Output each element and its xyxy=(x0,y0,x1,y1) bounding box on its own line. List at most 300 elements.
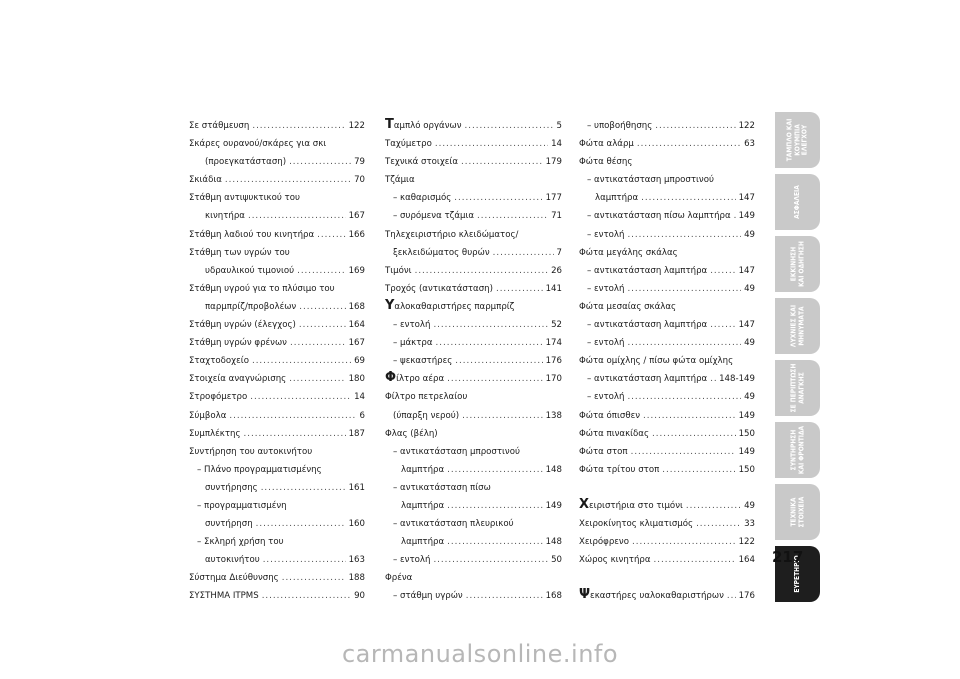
page-ref: 170 xyxy=(545,374,562,385)
entry-text: συντήρηση xyxy=(205,519,253,530)
page-ref: 49 xyxy=(744,283,755,294)
entry-text: Συμπλέκτης xyxy=(189,428,241,439)
index-entry xyxy=(385,298,562,316)
entry-text: – αντικατάσταση λαμπτήρα xyxy=(587,320,708,331)
index-entry xyxy=(579,226,755,244)
entry-text: Στάθμη υγρού για το πλύσιμο του xyxy=(189,283,335,294)
entry-text: Στάθμη λαδιού του κινητήρα xyxy=(189,229,315,240)
page-ref: 49 xyxy=(744,392,755,403)
index-entry xyxy=(385,352,562,370)
section-tab-label: ΤΕΧΝΙΚΑ ΣΤΟΙΧΕΙΑ xyxy=(788,496,805,528)
entry-text: υδραυλικού τιμονιού xyxy=(205,265,295,276)
leader-dots xyxy=(627,388,741,406)
leader-dots xyxy=(461,153,543,171)
leader-dots xyxy=(627,226,741,244)
entry-text: Φώτα όπισθεν xyxy=(579,410,641,421)
leader-dots xyxy=(493,244,554,262)
index-entry xyxy=(189,569,365,587)
section-tab-label: ΛΥΧΝΙΕΣ ΚΑΙ ΜΗΝΥΜΑΤΑ xyxy=(788,304,805,348)
leader-dots xyxy=(710,316,735,334)
entry-text: αυτοκινήτου xyxy=(205,555,260,566)
entry-text: κινητήρα xyxy=(205,211,245,222)
index-entry xyxy=(385,135,562,153)
index-entry xyxy=(385,587,562,605)
entry-text: Φώτα μεσαίας σκάλας xyxy=(579,301,677,312)
entry-text: Ταμπλό οργάνων xyxy=(385,117,462,132)
index-entry xyxy=(579,334,755,352)
index-entry xyxy=(189,461,365,479)
leader-dots xyxy=(252,352,351,370)
entry-text: Χειριστήρια στο τιμόνι xyxy=(579,496,683,512)
leader-dots xyxy=(433,551,548,569)
index-entry xyxy=(579,352,755,370)
page-ref: 147 xyxy=(738,193,755,204)
index-entry xyxy=(579,370,755,388)
entry-text: Συντήρηση του αυτοκινήτου xyxy=(189,446,313,457)
entry-text: Σύστημα Διεύθυνσης xyxy=(189,573,279,584)
leader-dots xyxy=(734,207,736,225)
entry-text: λαμπτήρα xyxy=(595,193,639,204)
leader-dots xyxy=(248,207,346,225)
entry-text: λαμπτήρα xyxy=(401,537,445,548)
leader-dots xyxy=(641,189,735,207)
entry-text: – εντολή xyxy=(393,555,431,566)
index-entry xyxy=(579,407,755,425)
section-tab-label: ΣΕ ΠΕΡΙΠΤΩΣΗ ΑΝΑΓΚΗΣ xyxy=(788,363,805,413)
index-entry xyxy=(189,370,365,388)
index-entry xyxy=(579,135,755,153)
page-ref: 147 xyxy=(738,320,755,331)
entry-text: λαμπτήρα xyxy=(401,464,445,475)
page-ref: 166 xyxy=(348,229,365,240)
entry-text: – προγραμματισμένη xyxy=(197,500,287,511)
leader-dots xyxy=(710,262,735,280)
index-entry xyxy=(385,280,562,298)
index-entry xyxy=(385,207,562,225)
index-entry xyxy=(385,153,562,171)
section-tab[interactable] xyxy=(775,112,820,168)
entry-text: – εντολή xyxy=(587,229,625,240)
entry-text: – αντικατάσταση μπροστινού xyxy=(587,175,714,186)
section-tab[interactable] xyxy=(775,360,820,416)
entry-text: – στάθμη υγρών xyxy=(393,591,463,602)
page-ref: 150 xyxy=(738,428,755,439)
index-entry xyxy=(189,479,365,497)
index-entry xyxy=(385,533,562,551)
entry-text: Ταχύμετρο xyxy=(385,139,432,150)
page-ref: 150 xyxy=(738,464,755,475)
page-ref: 5 xyxy=(556,121,562,131)
leader-dots xyxy=(632,533,736,551)
page-ref: 149 xyxy=(738,410,755,421)
section-tab-label: ΣΥΝΤΗΡΗΣΗ ΚΑΙ ΦΡΟΝΤΙΔΑ xyxy=(788,425,805,475)
index-entry xyxy=(579,497,755,515)
index-entry xyxy=(579,551,755,569)
entry-text: Στροφόμετρο xyxy=(189,392,248,403)
leader-dots xyxy=(299,298,345,316)
index-entry xyxy=(385,569,562,587)
page-ref: 168 xyxy=(545,591,562,602)
index-entry xyxy=(579,461,755,479)
page-ref: 70 xyxy=(354,175,365,186)
entry-text: Φώτα στοπ xyxy=(579,446,628,457)
entry-text: Φώτα τρίτου στοπ xyxy=(579,464,660,475)
page-ref: 174 xyxy=(545,338,562,349)
entry-text: ΣΥΣΤΗΜΑ ITPMS xyxy=(189,591,259,602)
page-ref: 71 xyxy=(551,211,562,222)
index-entry xyxy=(189,587,365,605)
page-ref: 7 xyxy=(556,247,562,258)
entry-text: – εντολή xyxy=(587,392,625,403)
index-entry xyxy=(189,443,365,461)
leader-dots xyxy=(289,153,351,171)
index-entry xyxy=(579,479,755,497)
section-initial: Φ xyxy=(385,370,397,386)
page-ref: 33 xyxy=(744,519,755,530)
leader-dots xyxy=(289,370,345,388)
entry-text: Τιμόνι xyxy=(385,265,412,276)
index-entry xyxy=(579,298,755,316)
index-entry xyxy=(385,515,562,533)
leader-dots xyxy=(637,135,741,153)
index-column-2 xyxy=(385,117,562,606)
entry-text: Φίλτρο αέρα xyxy=(385,370,445,386)
entry-text: Σταχτοδοχείο xyxy=(189,356,249,367)
index-entry xyxy=(189,515,365,533)
leader-dots xyxy=(436,334,543,352)
index-entry xyxy=(189,497,365,515)
leader-dots xyxy=(447,461,542,479)
index-entry xyxy=(189,207,365,225)
leader-dots xyxy=(256,515,346,533)
leader-dots xyxy=(454,189,542,207)
entry-text: – αντικατάσταση πίσω xyxy=(393,482,491,493)
leader-dots xyxy=(466,587,543,605)
entry-text: Φλας (βέλη) xyxy=(385,428,438,439)
page-ref: 50 xyxy=(551,555,562,566)
section-tab-label: ΑΣΦΑΛΕΙΑ xyxy=(792,185,801,219)
page-ref: 176 xyxy=(545,356,562,367)
section-initial: Ψ xyxy=(579,587,591,603)
page-ref: 49 xyxy=(744,338,755,349)
index-entry xyxy=(189,298,365,316)
index-entry xyxy=(579,153,755,171)
index-entry xyxy=(385,497,562,515)
index-entry xyxy=(385,226,562,244)
index-entry xyxy=(189,135,365,153)
leader-dots xyxy=(447,370,542,388)
page-ref: 141 xyxy=(545,283,562,294)
index-entry xyxy=(385,334,562,352)
section-tab[interactable] xyxy=(775,422,820,478)
index-entry xyxy=(385,425,562,443)
index-entry xyxy=(579,244,755,262)
index-entry xyxy=(579,262,755,280)
entry-text: Φώτα ομίχλης / πίσω φώτα ομίχλης xyxy=(579,356,734,367)
index-entry xyxy=(385,479,562,497)
section-tabs xyxy=(775,112,820,608)
section-tab-label: ΤΑΜΠΛΟ ΚΑΙ ΚΟΥΜΠΙΑ ΕΛΕΓΧΟΥ xyxy=(785,118,809,162)
entry-text: Χειροκίνητος κλιματισμός xyxy=(579,519,694,530)
entry-text: Ψεκαστήρες υαλοκαθαριστήρων xyxy=(579,587,724,603)
section-tab-label: ΕΚΚΙΝΗΣΗ ΚΑΙ ΟΔΗΓΗΣΗ xyxy=(788,241,805,287)
page-ref: 163 xyxy=(348,555,365,566)
index-entry xyxy=(579,316,755,334)
page-ref: 148-149 xyxy=(719,374,755,385)
entry-text: – εντολή xyxy=(587,338,625,349)
page-ref: 52 xyxy=(551,320,562,331)
index-column-3 xyxy=(579,117,755,606)
page-ref: 167 xyxy=(348,211,365,222)
index-entry xyxy=(385,262,562,280)
page-ref: 179 xyxy=(545,157,562,168)
page-ref: 69 xyxy=(354,356,365,367)
index-column-1 xyxy=(189,117,365,606)
entry-text: λαμπτήρα xyxy=(401,500,445,511)
index-entry xyxy=(189,244,365,262)
index-entry xyxy=(189,533,365,551)
page-ref: 147 xyxy=(738,265,755,276)
leader-dots xyxy=(696,515,741,533)
entry-text: Τροχός (αντικατάσταση) xyxy=(385,283,493,294)
page-ref: 169 xyxy=(348,265,365,276)
entry-text: Χώρος κινητήρα xyxy=(579,555,651,566)
index-entry xyxy=(579,189,755,207)
entry-text: (προεγκατάσταση) xyxy=(205,157,287,168)
entry-text: Χειρόφρενο xyxy=(579,537,629,548)
index-entry xyxy=(189,316,365,334)
entry-text: – υποβοήθησης xyxy=(587,121,653,131)
index-entry xyxy=(385,407,562,425)
index-entry xyxy=(189,262,365,280)
page-ref: 49 xyxy=(744,229,755,240)
entry-text: – εντολή xyxy=(393,320,431,331)
index-entry xyxy=(189,425,365,443)
leader-dots xyxy=(252,117,345,135)
index-entry xyxy=(579,425,755,443)
page-ref: 6 xyxy=(359,410,365,421)
index-entry xyxy=(385,388,562,406)
index-entry xyxy=(579,171,755,189)
leader-dots xyxy=(477,207,548,225)
index-entry xyxy=(579,207,755,225)
leader-dots xyxy=(496,280,543,298)
entry-text: – αντικατάσταση πλευρικού xyxy=(393,519,514,530)
section-tab[interactable] xyxy=(775,298,820,354)
leader-dots xyxy=(447,497,542,515)
leader-dots xyxy=(686,497,741,515)
leader-dots xyxy=(465,117,554,135)
page-ref: 122 xyxy=(348,121,365,131)
entry-text: ξεκλειδώματος θυρών xyxy=(393,247,490,258)
index-entry xyxy=(385,244,562,262)
entry-text: – ψεκαστήρες xyxy=(393,356,453,367)
page-ref: 149 xyxy=(738,211,755,222)
leader-dots xyxy=(662,461,735,479)
page-ref: 161 xyxy=(348,482,365,493)
entry-text: Φώτα αλάρμ xyxy=(579,139,634,150)
entry-text: συντήρησης xyxy=(205,482,258,493)
page-ref: 149 xyxy=(738,446,755,457)
index-entry xyxy=(385,551,562,569)
entry-text: Υαλοκαθαριστήρες παρμπρίζ xyxy=(385,297,515,313)
entry-text: – εντολή xyxy=(587,283,625,294)
entry-text: Στάθμη υγρών φρένων xyxy=(189,338,287,349)
leader-dots xyxy=(433,316,548,334)
index-entry xyxy=(189,551,365,569)
index-entry xyxy=(385,316,562,334)
index-entry xyxy=(579,117,755,135)
page-ref: 90 xyxy=(354,591,365,602)
page-ref: 122 xyxy=(738,537,755,548)
page-ref: 138 xyxy=(545,410,562,421)
page-ref: 122 xyxy=(738,121,755,131)
entry-text: – Σκληρή χρήση του xyxy=(197,537,284,548)
index-entry xyxy=(579,587,755,605)
entry-text: Σε στάθμευση xyxy=(189,121,250,131)
entry-text: Σύμβολα xyxy=(189,410,227,421)
entry-text: – συρόμενα τζάμια xyxy=(393,211,475,222)
page-ref: 63 xyxy=(744,139,755,150)
page-ref: 148 xyxy=(545,537,562,548)
page-number: 217 xyxy=(772,548,804,566)
section-tab[interactable] xyxy=(775,236,820,292)
leader-dots xyxy=(415,262,548,280)
index-entry xyxy=(385,370,562,388)
leader-dots xyxy=(250,388,351,406)
index-entry xyxy=(385,189,562,207)
leader-dots xyxy=(462,407,543,425)
entry-text: – αντικατάσταση πίσω λαμπτήρα xyxy=(587,211,731,222)
entry-text: Φίλτρο πετρελαίου xyxy=(385,392,468,403)
entry-text: Φώτα θέσης xyxy=(579,157,633,168)
section-tab[interactable] xyxy=(775,174,820,230)
entry-text: – καθαρισμός xyxy=(393,193,452,204)
index-entry xyxy=(189,334,365,352)
page-ref: 180 xyxy=(348,374,365,385)
entry-text: Στάθμη αντιψυκτικού του xyxy=(189,193,300,204)
entry-text: (ύπαρξη νερού) xyxy=(393,410,460,421)
page-ref: 149 xyxy=(545,500,562,511)
entry-text: – αντικατάσταση λαμπτήρα xyxy=(587,374,708,385)
entry-text: Στάθμη υγρών (έλεγχος) xyxy=(189,320,296,331)
index-entry xyxy=(189,171,365,189)
index-entry xyxy=(385,461,562,479)
entry-text: – αντικατάσταση μπροστινού xyxy=(393,446,520,457)
section-initial: Υ xyxy=(385,297,395,313)
leader-dots xyxy=(627,280,741,298)
index-entry xyxy=(189,280,365,298)
leader-dots xyxy=(455,352,542,370)
section-tab-label: ΕΥΡΕΤΗΡΙΟ xyxy=(792,555,801,593)
entry-text: – αντικατάσταση λαμπτήρα xyxy=(587,265,708,276)
page-ref: 164 xyxy=(348,320,365,331)
index-entry xyxy=(189,189,365,207)
leader-dots xyxy=(225,171,351,189)
leader-dots xyxy=(727,587,736,605)
entry-text: Τηλεχειριστήριο κλειδώματος/ xyxy=(385,229,519,240)
index-entry xyxy=(385,443,562,461)
entry-text: Σκιάδια xyxy=(189,175,222,186)
leader-dots xyxy=(655,117,735,135)
leader-dots xyxy=(290,334,346,352)
entry-text: Τζάμια xyxy=(385,175,415,186)
page-ref: 14 xyxy=(551,139,562,150)
index-entry xyxy=(189,117,365,135)
leader-dots xyxy=(299,316,346,334)
entry-text: παρμπρίζ/προβολέων xyxy=(205,301,297,312)
entry-text: Τεχνικά στοιχεία xyxy=(385,157,458,168)
page-ref: 79 xyxy=(354,157,365,168)
page-ref: 168 xyxy=(348,301,365,312)
entry-text: – μάκτρα xyxy=(393,338,433,349)
leader-dots xyxy=(244,425,346,443)
leader-dots xyxy=(631,443,736,461)
index-entry xyxy=(579,443,755,461)
entry-text: – Πλάνο προγραμματισμένης xyxy=(197,464,322,475)
leader-dots xyxy=(447,533,542,551)
entry-text: Φρένα xyxy=(385,573,413,584)
page-ref: 14 xyxy=(354,392,365,403)
entry-text: Φώτα μεγάλης σκάλας xyxy=(579,247,678,258)
page-ref: 26 xyxy=(551,265,562,276)
leader-dots xyxy=(263,551,346,569)
section-initial: Τ xyxy=(385,117,394,132)
page-ref: 49 xyxy=(744,500,755,511)
leader-dots xyxy=(710,370,716,388)
index-entry xyxy=(189,153,365,171)
index-entry xyxy=(579,388,755,406)
leader-dots xyxy=(297,262,346,280)
page-ref: 187 xyxy=(348,428,365,439)
index-entry xyxy=(385,171,562,189)
watermark: carmanualsonline.info xyxy=(341,640,619,668)
page-ref: 148 xyxy=(545,464,562,475)
index-entry xyxy=(579,515,755,533)
section-initial: Χ xyxy=(579,496,590,512)
section-tab[interactable] xyxy=(775,484,820,540)
page-ref: 167 xyxy=(348,338,365,349)
index-entry xyxy=(189,388,365,406)
index-entry xyxy=(579,569,755,587)
leader-dots xyxy=(643,407,736,425)
leader-dots xyxy=(261,479,346,497)
index-entry xyxy=(189,226,365,244)
leader-dots xyxy=(627,334,741,352)
index-entry xyxy=(189,352,365,370)
leader-dots xyxy=(435,135,548,153)
leader-dots xyxy=(282,569,346,587)
index-entry xyxy=(189,407,365,425)
index-entry xyxy=(579,280,755,298)
index-entry xyxy=(385,117,562,135)
page-ref: 164 xyxy=(738,555,755,566)
page-ref: 160 xyxy=(348,519,365,530)
leader-dots xyxy=(317,226,345,244)
leader-dots xyxy=(654,551,736,569)
page-ref: 188 xyxy=(348,573,365,584)
index-entry xyxy=(579,533,755,551)
entry-text: Φώτα πινακίδας xyxy=(579,428,650,439)
entry-text: Σκάρες ουρανού/σκάρες για σκι xyxy=(189,139,327,150)
page-ref: 177 xyxy=(545,193,562,204)
page-ref: 176 xyxy=(738,591,755,602)
leader-dots xyxy=(652,425,736,443)
leader-dots xyxy=(262,587,351,605)
entry-text: Στοιχεία αναγνώρισης xyxy=(189,374,287,385)
leader-dots xyxy=(229,407,356,425)
entry-text: Στάθμη των υγρών του xyxy=(189,247,290,258)
